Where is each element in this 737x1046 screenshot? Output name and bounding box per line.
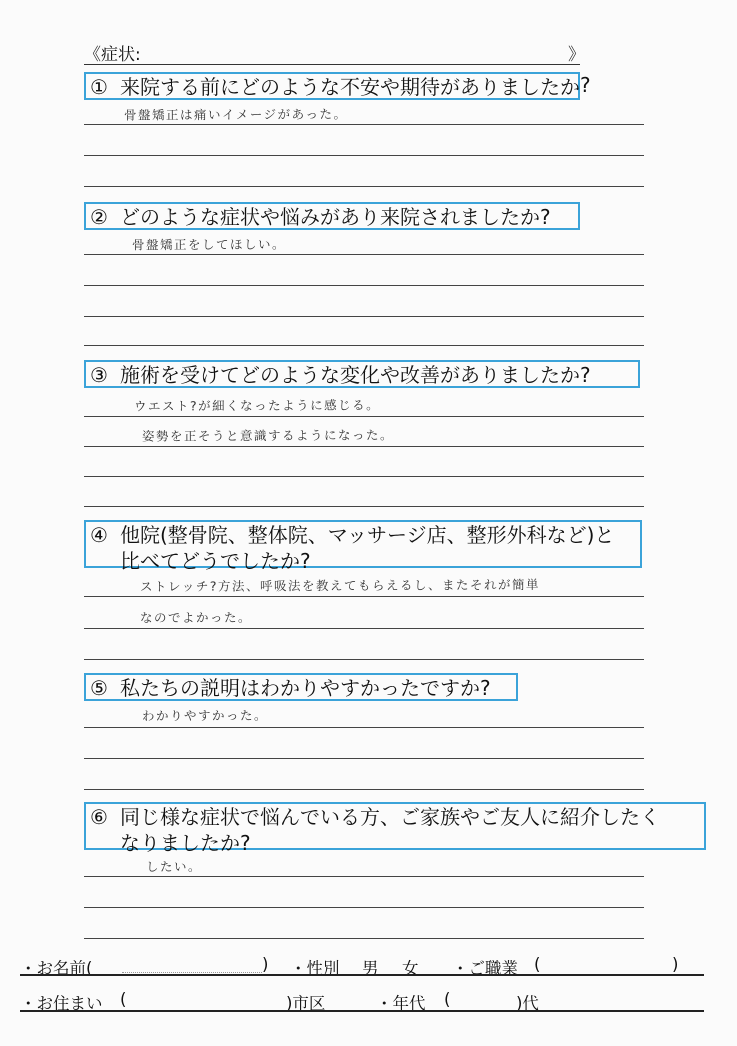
answer-text: したい。 <box>145 858 203 875</box>
question-number: ① <box>90 75 108 99</box>
gender-male[interactable]: 男 <box>362 959 379 978</box>
answer-text: ストレッチ?方法、呼吸法を教えてもらえるし、またそれが簡単 <box>139 576 541 595</box>
symptom-close: 》 <box>568 45 585 65</box>
question-text: 施術を受けてどのような変化や改善がありましたか? <box>120 363 591 387</box>
job-label: ・ご職業 <box>452 959 518 978</box>
answer-text: 骨盤矯正をしてほしい。 <box>131 236 287 253</box>
answer-line <box>84 938 644 939</box>
gender-label: ・性別 <box>290 959 340 978</box>
answer-line <box>84 124 644 125</box>
question-4-box <box>84 520 642 573</box>
question-text: 私たちの説明はわかりやすかったですか? <box>120 676 491 700</box>
answer-line <box>84 876 644 877</box>
answer-line <box>84 659 644 660</box>
answer-line <box>84 727 644 728</box>
footer-line-1 <box>20 974 704 976</box>
answer-line <box>84 476 644 477</box>
answer-line <box>84 254 644 255</box>
age-open: ( <box>444 990 451 1009</box>
answer-text: 骨盤矯正は痛いイメージがあった。 <box>123 106 348 123</box>
address-close: )市区 <box>286 994 326 1013</box>
answer-line <box>84 316 644 317</box>
answer-text: わかりやすかった。 <box>141 707 269 724</box>
question-5-box <box>84 673 518 701</box>
question-number: ② <box>90 205 108 229</box>
answer-text: ウエスト?が細くなったように感じる。 <box>133 397 381 414</box>
question-number: ④ <box>90 523 108 547</box>
answer-text: 姿勢を正そうと意識するようになった。 <box>141 427 395 444</box>
symptom-line <box>84 64 580 65</box>
name-label: ・お名前( <box>20 959 93 978</box>
answer-line <box>84 628 644 629</box>
question-text: 同じ様な症状で悩んでいる方、ご家族やご友人に紹介したく <box>120 805 660 829</box>
question-text-line2: 比べてどうでしたか? <box>120 549 311 573</box>
job-open: ( <box>534 955 541 974</box>
question-text: どのような症状や悩みがあり来院されましたか? <box>120 205 551 229</box>
question-number: ③ <box>90 363 108 387</box>
answer-line <box>84 285 644 286</box>
answer-line <box>84 506 644 507</box>
answer-text: なのでよかった。 <box>139 609 253 626</box>
question-1-box <box>84 72 580 100</box>
answer-line <box>84 446 644 447</box>
question-number: ⑤ <box>90 676 108 700</box>
address-label: ・お住まい <box>20 994 103 1013</box>
footer-line-2 <box>20 1010 704 1012</box>
name-field[interactable] <box>122 972 262 973</box>
answer-line <box>84 596 644 597</box>
question-text-line2: なりましたか? <box>120 831 251 855</box>
age-close: )代 <box>516 994 539 1013</box>
address-open: ( <box>120 990 127 1009</box>
answer-line <box>84 907 644 908</box>
question-1-tail: ? <box>580 73 591 97</box>
answer-line <box>84 789 644 790</box>
answer-line <box>84 416 644 417</box>
gender-female[interactable]: 女 <box>402 959 419 978</box>
job-close: ) <box>672 955 679 974</box>
question-3-box <box>84 360 640 388</box>
age-label: ・年代 <box>376 994 426 1013</box>
answer-line <box>84 186 644 187</box>
name-close: ) <box>262 955 269 974</box>
answer-line <box>84 155 644 156</box>
question-text: 来院する前にどのような不安や期待がありましたか <box>120 75 580 99</box>
question-6-box <box>84 802 706 855</box>
question-text: 他院(整骨院、整体院、マッサージ店、整形外科など)と <box>120 523 615 547</box>
symptom-label: 《症状: <box>84 45 141 65</box>
answer-line <box>84 345 644 346</box>
answer-line <box>84 758 644 759</box>
question-2-box <box>84 202 580 230</box>
question-number: ⑥ <box>90 805 108 829</box>
